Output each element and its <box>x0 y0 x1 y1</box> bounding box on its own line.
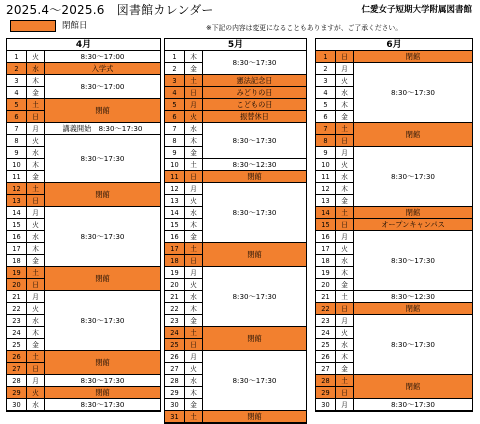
day-number: 16 <box>316 231 336 243</box>
closed-note: 閉館 <box>45 183 160 207</box>
day-weekday: 日 <box>336 387 354 399</box>
closed-note: こどもの日 <box>203 99 306 111</box>
day-weekday: 金 <box>27 255 45 267</box>
day-weekday: 木 <box>185 219 203 231</box>
day-weekday: 月 <box>336 231 354 243</box>
day-number: 4 <box>165 87 185 99</box>
day-weekday: 土 <box>336 123 354 135</box>
day-number: 27 <box>7 363 27 375</box>
day-weekday: 水 <box>336 339 354 351</box>
day-weekday: 火 <box>27 51 45 63</box>
day-number: 4 <box>7 87 27 99</box>
hours-note: 8:30～12:30 <box>354 291 472 303</box>
day-number: 18 <box>316 255 336 267</box>
day-number: 29 <box>165 387 185 399</box>
day-number: 22 <box>7 303 27 315</box>
day-weekday: 木 <box>27 243 45 255</box>
day-weekday: 水 <box>185 123 203 135</box>
day-number: 13 <box>316 195 336 207</box>
day-weekday: 金 <box>185 231 203 243</box>
hours-note: 8:30～17:30 <box>354 399 472 411</box>
day-weekday: 土 <box>27 351 45 363</box>
day-number: 31 <box>165 411 185 423</box>
day-weekday: 水 <box>336 255 354 267</box>
day-weekday: 日 <box>27 279 45 291</box>
month-may <box>164 38 307 424</box>
notice-text: ※下記の内容は変更になることもありますが、ご了承ください。 <box>206 24 403 32</box>
day-number: 24 <box>165 327 185 339</box>
day-weekday: 土 <box>185 159 203 171</box>
day-weekday: 月 <box>27 375 45 387</box>
closed-note: 憲法記念日 <box>203 75 306 87</box>
hours-note: 8:30～17:30 <box>203 267 306 327</box>
day-weekday: 日 <box>336 303 354 315</box>
closed-note: 閉館 <box>354 123 472 147</box>
day-weekday: 金 <box>27 171 45 183</box>
day-number: 23 <box>7 315 27 327</box>
day-number: 30 <box>7 399 27 411</box>
day-weekday: 金 <box>336 195 354 207</box>
day-weekday: 火 <box>27 135 45 147</box>
day-weekday: 日 <box>336 135 354 147</box>
hours-note: 8:30～17:30 <box>354 231 472 291</box>
day-number: 28 <box>165 375 185 387</box>
day-number: 25 <box>7 339 27 351</box>
day-number: 24 <box>7 327 27 339</box>
day-weekday: 木 <box>336 99 354 111</box>
day-weekday: 水 <box>336 171 354 183</box>
day-weekday: 火 <box>336 75 354 87</box>
day-weekday: 水 <box>185 291 203 303</box>
hours-note: 8:30～17:30 <box>45 399 160 411</box>
month-body <box>316 51 472 411</box>
day-number: 21 <box>165 291 185 303</box>
day-number: 22 <box>165 303 185 315</box>
closed-note: 閉館 <box>203 243 306 267</box>
day-number: 16 <box>165 231 185 243</box>
hours-note: 8:30～17:30 <box>354 63 472 123</box>
day-number: 6 <box>316 111 336 123</box>
day-number: 26 <box>316 351 336 363</box>
hours-note: 8:30～17:30 <box>203 351 306 411</box>
hours-note: 8:30～17:30 <box>203 51 306 75</box>
day-weekday: 木 <box>185 387 203 399</box>
closed-note: 閉館 <box>354 375 472 399</box>
day-number: 25 <box>316 339 336 351</box>
day-number: 11 <box>316 171 336 183</box>
day-number: 25 <box>165 339 185 351</box>
day-number: 28 <box>316 375 336 387</box>
day-weekday: 木 <box>336 183 354 195</box>
day-number: 5 <box>316 99 336 111</box>
day-weekday: 月 <box>336 147 354 159</box>
day-weekday: 日 <box>27 363 45 375</box>
day-number: 20 <box>7 279 27 291</box>
month-body <box>165 51 306 423</box>
day-weekday: 木 <box>27 75 45 87</box>
day-weekday: 月 <box>185 267 203 279</box>
day-number: 7 <box>165 123 185 135</box>
day-number: 29 <box>7 387 27 399</box>
day-number: 10 <box>316 159 336 171</box>
closed-note: 閉館 <box>45 99 160 123</box>
day-weekday: 金 <box>185 315 203 327</box>
day-number: 7 <box>316 123 336 135</box>
day-weekday: 日 <box>185 255 203 267</box>
day-weekday: 月 <box>336 315 354 327</box>
hours-note: 8:30～17:30 <box>45 375 160 387</box>
day-weekday: 木 <box>27 159 45 171</box>
day-weekday: 金 <box>185 63 203 75</box>
day-weekday: 日 <box>185 87 203 99</box>
day-weekday: 日 <box>336 51 354 63</box>
day-weekday: 日 <box>336 219 354 231</box>
day-number: 12 <box>165 183 185 195</box>
day-weekday: 土 <box>185 75 203 87</box>
day-weekday: 月 <box>336 399 354 411</box>
day-number: 23 <box>316 315 336 327</box>
day-weekday: 木 <box>185 135 203 147</box>
closed-note: 閉館 <box>203 327 306 351</box>
day-number: 26 <box>165 351 185 363</box>
day-number: 5 <box>165 99 185 111</box>
day-weekday: 水 <box>185 375 203 387</box>
day-number: 30 <box>165 399 185 411</box>
day-number: 19 <box>316 267 336 279</box>
day-weekday: 木 <box>27 327 45 339</box>
day-weekday: 土 <box>27 99 45 111</box>
day-weekday: 金 <box>336 111 354 123</box>
day-weekday: 土 <box>336 375 354 387</box>
closed-note: 閉館 <box>203 171 306 183</box>
day-number: 4 <box>316 87 336 99</box>
day-number: 22 <box>316 303 336 315</box>
day-number: 8 <box>165 135 185 147</box>
day-weekday: 火 <box>185 363 203 375</box>
day-number: 1 <box>165 51 185 63</box>
hours-note: 講義開始 8:30～17:30 <box>45 123 160 135</box>
day-number: 28 <box>7 375 27 387</box>
day-number: 10 <box>165 159 185 171</box>
day-number: 20 <box>165 279 185 291</box>
day-weekday: 火 <box>336 243 354 255</box>
day-number: 10 <box>7 159 27 171</box>
day-weekday: 木 <box>336 267 354 279</box>
day-number: 14 <box>165 207 185 219</box>
day-weekday: 金 <box>336 279 354 291</box>
closed-note: 閉館 <box>45 351 160 375</box>
day-number: 11 <box>7 171 27 183</box>
day-weekday: 火 <box>27 387 45 399</box>
day-number: 3 <box>7 75 27 87</box>
day-weekday: 水 <box>185 207 203 219</box>
closed-note: 閉館 <box>45 267 160 291</box>
month-title: 4月 <box>7 39 160 51</box>
day-number: 18 <box>7 255 27 267</box>
day-number: 3 <box>316 75 336 87</box>
day-weekday: 土 <box>185 327 203 339</box>
day-number: 6 <box>7 111 27 123</box>
day-weekday: 土 <box>185 243 203 255</box>
closed-note: 閉館 <box>354 303 472 315</box>
hours-note: 8:30～17:00 <box>45 51 160 63</box>
day-weekday: 火 <box>336 327 354 339</box>
day-number: 12 <box>7 183 27 195</box>
day-weekday: 月 <box>185 351 203 363</box>
closed-note: 閉館 <box>354 207 472 219</box>
day-weekday: 土 <box>27 183 45 195</box>
day-weekday: 土 <box>336 291 354 303</box>
day-weekday: 水 <box>27 399 45 411</box>
day-weekday: 土 <box>336 207 354 219</box>
day-number: 1 <box>316 51 336 63</box>
day-weekday: 水 <box>27 231 45 243</box>
day-number: 2 <box>7 63 27 75</box>
hours-note: 8:30～12:30 <box>203 159 306 171</box>
day-number: 2 <box>165 63 185 75</box>
day-weekday: 金 <box>27 339 45 351</box>
day-weekday: 金 <box>185 147 203 159</box>
day-number: 23 <box>165 315 185 327</box>
closed-note: 振替休日 <box>203 111 306 123</box>
day-number: 27 <box>316 363 336 375</box>
day-number: 21 <box>7 291 27 303</box>
day-weekday: 日 <box>27 195 45 207</box>
day-weekday: 月 <box>185 99 203 111</box>
day-number: 14 <box>7 207 27 219</box>
hours-note: 8:30～17:00 <box>45 75 160 99</box>
day-number: 19 <box>7 267 27 279</box>
day-number: 9 <box>165 147 185 159</box>
day-number: 26 <box>7 351 27 363</box>
month-body <box>7 51 160 411</box>
day-weekday: 火 <box>185 195 203 207</box>
day-weekday: 水 <box>27 315 45 327</box>
month-april <box>6 38 161 412</box>
day-number: 13 <box>165 195 185 207</box>
closed-note: みどりの日 <box>203 87 306 99</box>
hours-note: 8:30～17:30 <box>203 123 306 159</box>
hours-note: 8:30～17:30 <box>354 147 472 207</box>
closed-note: 閉館 <box>45 387 160 399</box>
day-number: 9 <box>7 147 27 159</box>
day-number: 20 <box>316 279 336 291</box>
day-weekday: 水 <box>27 147 45 159</box>
day-number: 15 <box>165 219 185 231</box>
day-weekday: 月 <box>27 207 45 219</box>
day-weekday: 金 <box>185 399 203 411</box>
hours-note: 8:30～17:30 <box>45 207 160 267</box>
day-weekday: 木 <box>185 51 203 63</box>
month-title: 5月 <box>165 39 306 51</box>
day-weekday: 火 <box>185 111 203 123</box>
day-number: 1 <box>7 51 27 63</box>
day-number: 17 <box>7 243 27 255</box>
day-weekday: 火 <box>336 159 354 171</box>
day-number: 8 <box>7 135 27 147</box>
day-number: 17 <box>316 243 336 255</box>
day-weekday: 水 <box>336 87 354 99</box>
day-weekday: 月 <box>27 123 45 135</box>
library-name: 仁愛女子短期大学附属図書館 <box>361 5 472 15</box>
day-weekday: 火 <box>27 303 45 315</box>
day-number: 6 <box>165 111 185 123</box>
day-weekday: 木 <box>185 303 203 315</box>
day-weekday: 月 <box>27 291 45 303</box>
day-weekday: 金 <box>27 87 45 99</box>
day-number: 19 <box>165 267 185 279</box>
day-number: 8 <box>316 135 336 147</box>
day-weekday: 土 <box>27 267 45 279</box>
day-weekday: 土 <box>185 411 203 423</box>
day-number: 15 <box>316 219 336 231</box>
hours-note: 8:30～17:30 <box>45 291 160 351</box>
day-number: 2 <box>316 63 336 75</box>
day-number: 27 <box>165 363 185 375</box>
day-number: 5 <box>7 99 27 111</box>
month-june <box>315 38 473 412</box>
day-weekday: 月 <box>336 63 354 75</box>
day-weekday: 火 <box>27 219 45 231</box>
day-number: 15 <box>7 219 27 231</box>
legend-label: 閉館日 <box>62 21 88 31</box>
hours-note: 8:30～17:30 <box>354 315 472 375</box>
day-weekday: 日 <box>27 111 45 123</box>
day-weekday: 木 <box>336 351 354 363</box>
day-number: 3 <box>165 75 185 87</box>
day-number: 14 <box>316 207 336 219</box>
day-number: 11 <box>165 171 185 183</box>
day-weekday: 日 <box>185 171 203 183</box>
day-number: 7 <box>7 123 27 135</box>
day-number: 12 <box>316 183 336 195</box>
day-number: 16 <box>7 231 27 243</box>
day-number: 13 <box>7 195 27 207</box>
day-weekday: 日 <box>185 339 203 351</box>
day-weekday: 月 <box>185 183 203 195</box>
closed-note: オープンキャンパス <box>354 219 472 231</box>
day-number: 18 <box>165 255 185 267</box>
closed-note: 閉館 <box>354 51 472 63</box>
closed-note: 閉館 <box>203 411 306 423</box>
day-weekday: 金 <box>336 363 354 375</box>
day-number: 9 <box>316 147 336 159</box>
day-number: 30 <box>316 399 336 411</box>
hours-note: 8:30～17:30 <box>203 183 306 243</box>
day-number: 21 <box>316 291 336 303</box>
day-number: 29 <box>316 387 336 399</box>
closed-note: 入学式 <box>45 63 160 75</box>
day-number: 17 <box>165 243 185 255</box>
month-title: 6月 <box>316 39 472 51</box>
day-number: 24 <box>316 327 336 339</box>
legend-swatch <box>10 20 56 32</box>
day-weekday: 水 <box>27 63 45 75</box>
page-title: 2025.4〜2025.6 図書館カレンダー <box>6 3 214 17</box>
hours-note: 8:30～17:30 <box>45 135 160 183</box>
day-weekday: 火 <box>185 279 203 291</box>
